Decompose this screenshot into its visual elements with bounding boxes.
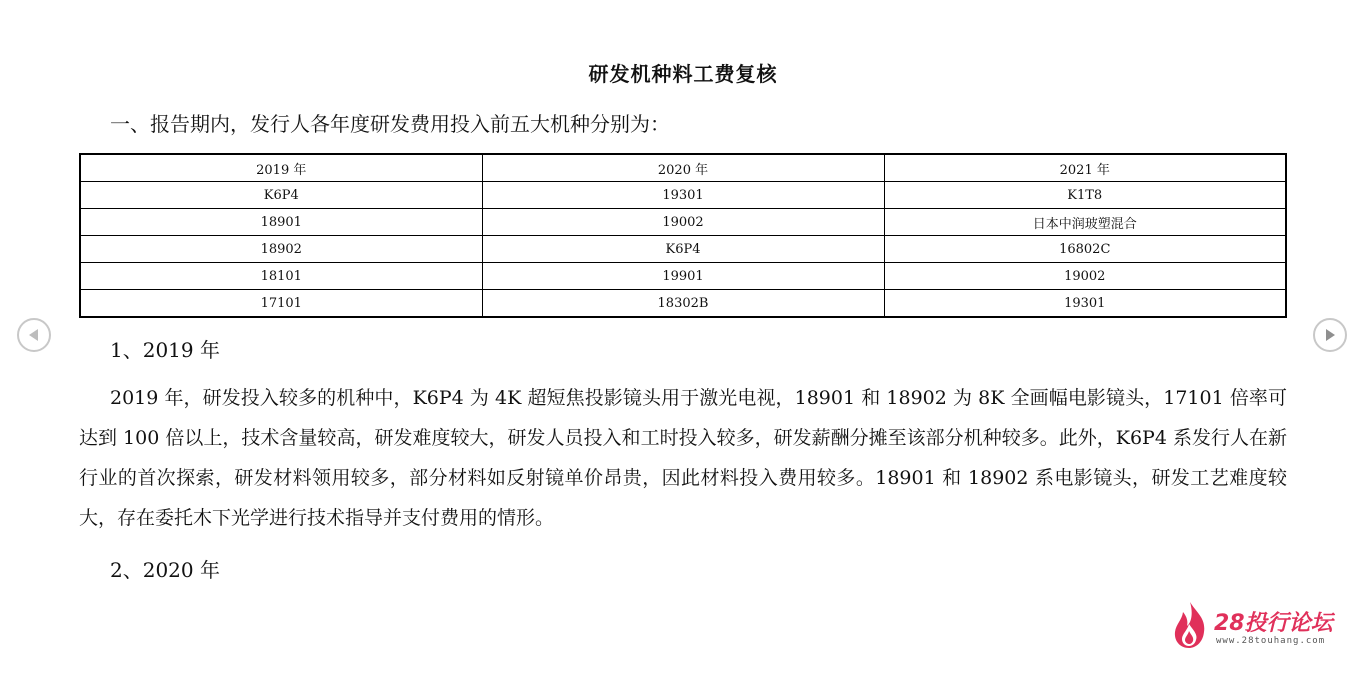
table-header-cell: 2019 年 (80, 154, 482, 182)
watermark-url: www.28touhang.com (1216, 636, 1326, 646)
table-header-row (80, 154, 1286, 182)
table-row (80, 290, 1286, 318)
table-cell: 18302B (482, 290, 884, 318)
table-cell: 19301 (482, 182, 884, 209)
subheading-2020: 2、2020 年 (110, 558, 220, 582)
table-cell: 16802C (884, 236, 1286, 263)
table-cell: 19002 (884, 263, 1286, 290)
table-cell: 17101 (80, 290, 482, 318)
table-header-cell: 2020 年 (482, 154, 884, 182)
top-models-table (79, 153, 1287, 318)
prev-page-button[interactable] (17, 318, 51, 352)
table-row (80, 236, 1286, 263)
subheading-2019: 1、2019 年 (110, 338, 220, 362)
table-cell: 19002 (482, 209, 884, 236)
table-cell: 19301 (884, 290, 1286, 318)
table-cell: 19901 (482, 263, 884, 290)
chevron-left-icon (19, 320, 49, 350)
table-header-cell: 2021 年 (884, 154, 1286, 182)
table-row (80, 182, 1286, 209)
table-cell: 18901 (80, 209, 482, 236)
table-row (80, 263, 1286, 290)
document-title: 研发机种料工费复核 (588, 62, 778, 86)
paragraph-2019: 2019 年，研发投入较多的机种中，K6P4 为 4K 超短焦投影镜头用于激光电视，18901 和 18902 为 8K 全画幅电影镜头，17101 倍率可达到 100 倍以上，技术含量较高，研发难度较大，研发人员投入和工时投入较多，研发薪酬分摊至该部分机种较多。此外，K6P4 系发行人在新行业的首次探索，研发材料领用较多，部分材料如反射镜单价昂贵，因此材料投入费用较多。18901 和 18902 系电影镜头，研发工艺难度较大，存在委托木下光学进行技术指导并支付费用的情形。 (79, 387, 1287, 529)
flame-icon (1170, 600, 1210, 650)
table-cell: 18902 (80, 236, 482, 263)
table-cell: 18101 (80, 263, 482, 290)
table-row (80, 209, 1286, 236)
table-cell: 日本中润玻塑混合 (884, 209, 1286, 236)
chevron-right-icon (1315, 320, 1345, 350)
watermark-logo (1170, 600, 1350, 650)
table-cell: K1T8 (884, 182, 1286, 209)
table-cell: K6P4 (80, 182, 482, 209)
section-heading: 一、报告期内，发行人各年度研发费用投入前五大机种分别为： (110, 112, 670, 136)
table-cell: K6P4 (482, 236, 884, 263)
next-page-button[interactable] (1313, 318, 1347, 352)
watermark-name: 28投行论坛 (1214, 611, 1333, 636)
